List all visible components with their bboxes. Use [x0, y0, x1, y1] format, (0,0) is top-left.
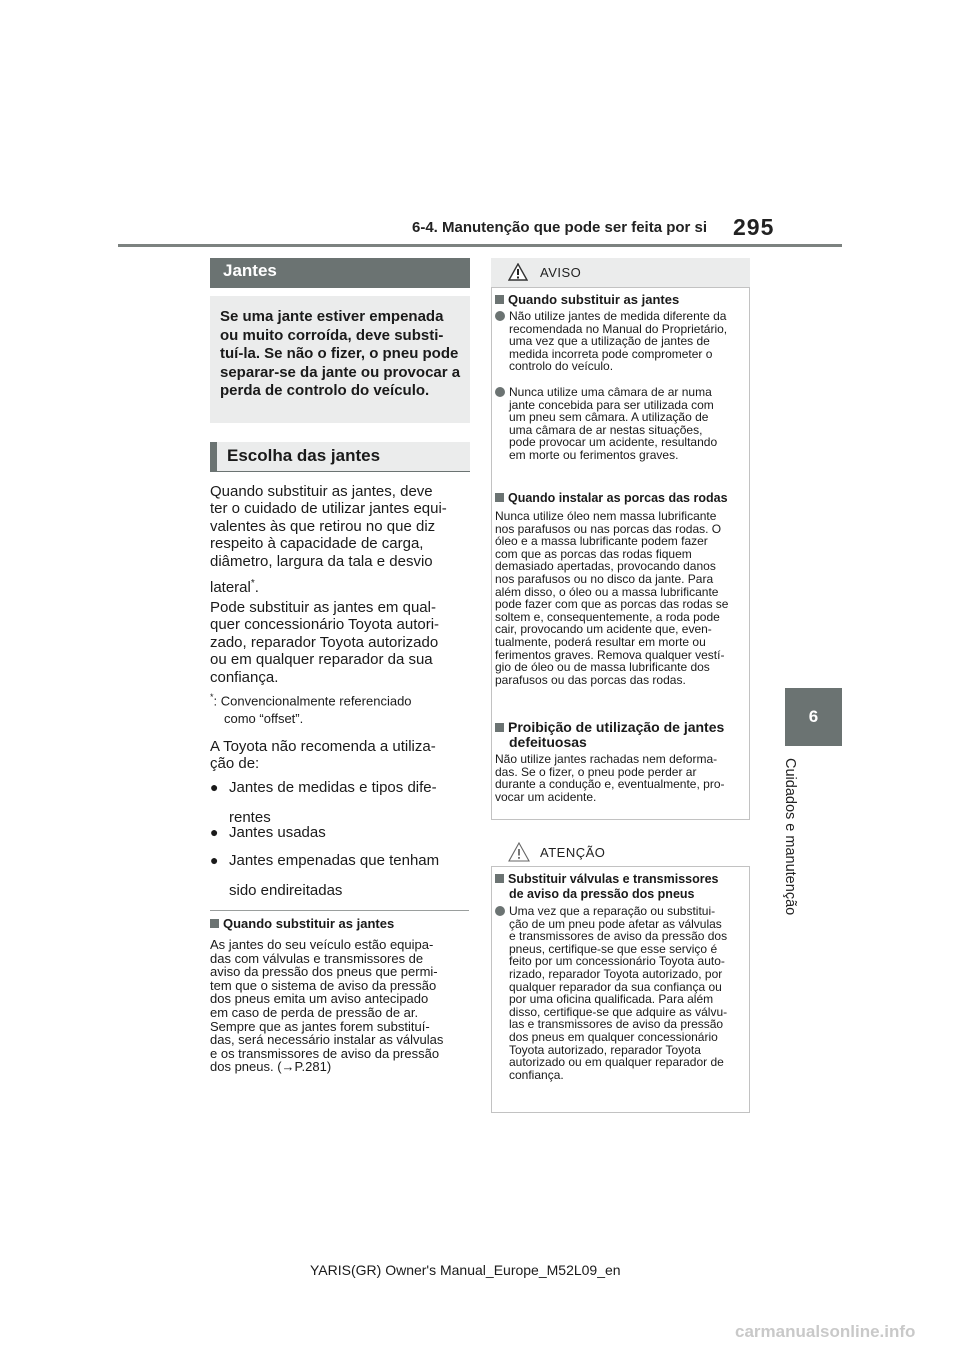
square-bullet-icon: [210, 919, 219, 928]
paragraph-replacement: Quando substituir as jantes, deve ter o cuidado de utilizar jantes equi- valentes às que retirou no que diz respeito à capacidade de carga, diâmetro, largura da tala e desvio lateral*.: [210, 483, 447, 597]
list-item: ● Jantes empenadas que tenham sido endireitadas: [210, 852, 440, 899]
list-item: ● Jantes usadas: [210, 824, 326, 841]
watermark: carmanualsonline.info: [735, 1322, 916, 1341]
subsection-body: As jantes do seu veículo estão equipa- das com válvulas e transmissores de aviso da pressão dos pneus que permi- tem que o sistema de aviso da pressão dos pneus emita um aviso antecipado em caso de perda de pressão de ar. Sempre que as jantes forem substituí- das, será necessário instalar as válvulas e os transmissores de aviso da pressão dos pneus. (→P.281): [210, 937, 444, 1075]
warning-header: [491, 258, 750, 288]
circle-bullet-icon: [495, 906, 505, 916]
footer-manual-id: YARIS(GR) Owner's Manual_Europe_M52L09_en: [310, 1262, 621, 1278]
header-divider: [118, 244, 842, 247]
chapter-label: Cuidados e manutenção: [782, 758, 798, 916]
paragraph-recommendation: A Toyota não recomenda a utiliza- ção de:: [210, 738, 436, 773]
circle-bullet-icon: [495, 387, 505, 397]
warning-title: AVISO: [540, 265, 582, 280]
caution-title: ATENÇÃO: [540, 845, 606, 860]
warning-section-2: Quando instalar as porcas das rodas Nunca utilize óleo nem massa lubrificante nos parafusos ou nas porcas das rodas. O óleo e a massa lubrificante podem fazer com que as porcas das rodas fiquem demasiado apertadas, provocando danos nos parafusos ou no disco da jante. Para além disso, o óleo ou a massa lubrificante pode fazer com que as porcas das rodas se soltem e, consequentemente, a roda pode cair, provocando um acidente que, even- tualmente, poderá resultar em morte ou ferimentos graves. Remova qualquer vestí- gio de óleo ou de massa lubrificante dos parafusos ou das porcas das rodas.: [495, 491, 729, 687]
arrow-right-icon: →: [281, 1059, 295, 1075]
subsection-heading: Quando substituir as jantes: [210, 916, 394, 931]
paragraph-dealer: Pode substituir as jantes em qual- quer concessionário Toyota autori- zado, reparador Toyota autorizado ou em qualquer reparador da sua confiança.: [210, 599, 440, 686]
list-item: ● Jantes de medidas e tipos dife- rentes: [210, 779, 437, 826]
warning-section-3: Proibição de utilização de jantes defeituosas Não utilize jantes rachadas nem deforma- das. Se o fizer, o pneu pode perder ar durante a condução e, eventualmente, pro- vocar um acidente.: [495, 719, 725, 804]
footnote: *: Convencionalmente referenciado como “offset”.: [210, 692, 412, 727]
circle-bullet-icon: [495, 311, 505, 321]
subsection-divider: [210, 910, 469, 911]
chapter-tab: 6: [785, 688, 842, 746]
intro-box: Se uma jante estiver empenada ou muito corroída, deve substi-tuí-la. Se não o fizer, o pneu pode separar-se da jante ou provocar a perda de controlo do veículo.: [210, 296, 470, 423]
heading-escolha: Escolha das jantes: [210, 442, 470, 472]
caution-triangle-icon: [508, 842, 530, 862]
warning-triangle-icon: [508, 263, 528, 281]
page-number: 295: [733, 214, 775, 240]
caution-section-1: Substituir válvulas e transmissores de aviso da pressão dos pneus Uma vez que a reparação ou substitui- ção de um pneu pode afetar as válvulas e transmissores de aviso da pressão dos pneus, certifique-se que esse serviço é feito por um concessionário Toyota auto- rizado, reparador Toyota autorizado, por qualquer reparador da sua confiança ou por uma oficina qualificada. Para além disso, certifique-se que adquire as válvu- las e transmissores de aviso da pressão dos pneus em qualquer concessionário Toyota autorizado, reparador Toyota autorizado ou em qualquer reparador de confiança.: [495, 872, 745, 1081]
heading-jantes: Jantes: [210, 258, 470, 288]
section-title: 6-4. Manutenção que pode ser feita por si: [412, 219, 708, 236]
warning-section-1: Quando substituir as jantes Não utilize jantes de medida diferente da recomendada no Manual do Proprietário, uma vez que a utilização de jantes de medida incorreta pode comprometer o controlo do veículo. Nunca utilize uma câmara de ar numa jante concebida para ser utilizada com um pneu sem câmara. A utilização de uma câmara de ar nestas situações, pode provocar um acidente, resultando em morte ou ferimentos graves.: [495, 292, 745, 462]
